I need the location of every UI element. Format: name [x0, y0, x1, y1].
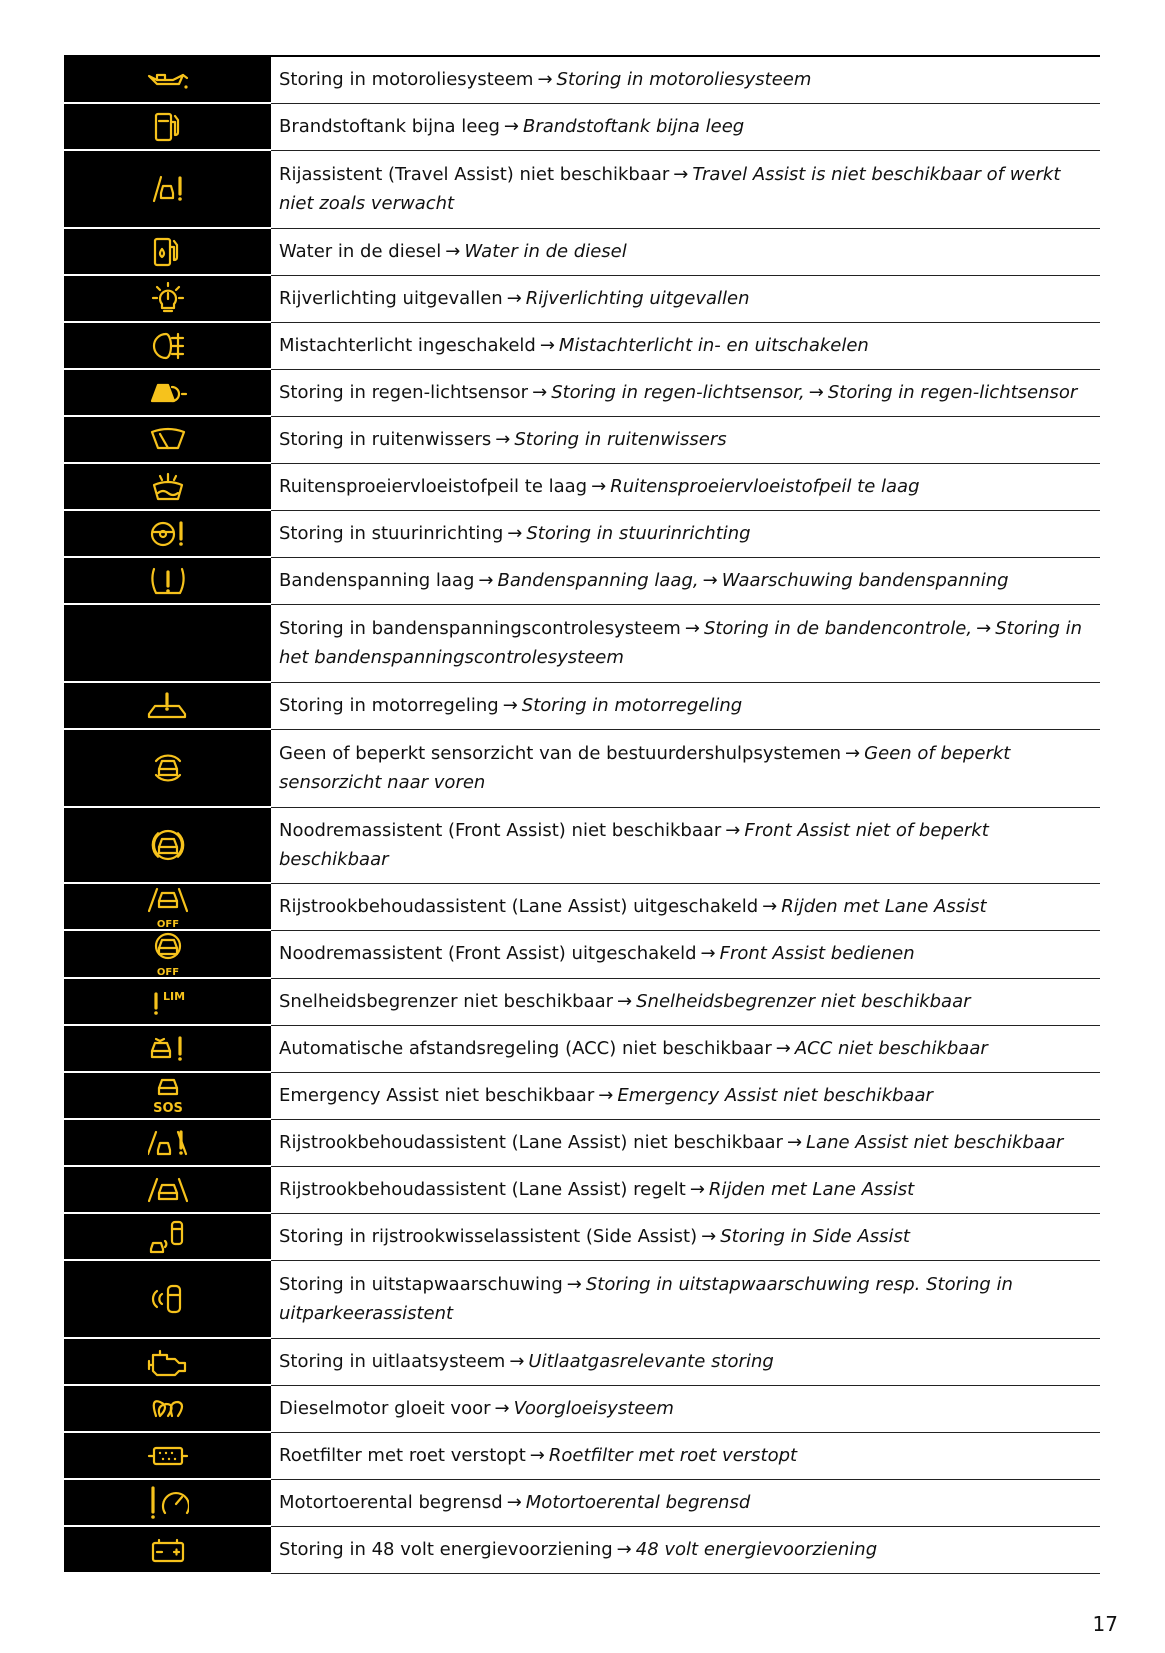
glow-plug-icon — [148, 1396, 188, 1422]
icon-cell — [64, 1120, 271, 1167]
description-label: Noodremassistent (Front Assist) niet beschikbaar — [279, 820, 722, 841]
bulb-failure-icon — [150, 282, 186, 316]
arrow-icon: → — [494, 1398, 510, 1419]
lane-assist-warning-icon — [148, 1128, 188, 1158]
description-cell — [271, 276, 1100, 323]
engine-control-warning-icon — [145, 692, 191, 720]
icon-cell — [64, 808, 271, 884]
rear-fog-light-icon — [150, 330, 186, 362]
cross-reference-link[interactable]: Mistachterlicht in- en uitschakelen — [558, 335, 869, 356]
arrow-icon: → — [478, 570, 494, 591]
description-label: Storing in ruitenwissers — [279, 429, 492, 450]
cross-reference-link[interactable]: Front Assist niet of beperkt beschikbaar — [279, 820, 989, 870]
table-row — [64, 323, 1100, 370]
description-cell — [271, 370, 1100, 417]
description-cell — [271, 605, 1100, 683]
arrow-icon: → — [786, 1132, 803, 1153]
wiper-icon — [148, 426, 188, 454]
icon-cell — [64, 323, 271, 370]
icon-cell — [64, 370, 271, 417]
svg-text:SOS: SOS — [152, 1100, 183, 1116]
icon-cell — [64, 730, 271, 808]
description-label: Bandenspanning laag — [279, 570, 475, 591]
description-cell — [271, 464, 1100, 511]
description-label: Automatische afstandsregeling (ACC) niet beschikbaar — [279, 1038, 772, 1059]
arrow-icon: → — [506, 288, 522, 309]
cross-reference-link[interactable]: Motortoerental begrensd — [525, 1492, 751, 1513]
cross-reference-link[interactable]: Brandstoftank bijna leeg — [522, 116, 745, 137]
cross-reference-link[interactable]: Ruitensproeiervloeistofpeil te laag — [610, 476, 920, 497]
icon-cell — [64, 464, 271, 511]
description-label: Dieselmotor gloeit voor — [279, 1398, 491, 1419]
icon-cell — [64, 276, 271, 323]
rain-light-sensor-icon — [148, 379, 188, 407]
icon-cell — [64, 1433, 271, 1480]
cross-reference-link[interactable]: Bandenspanning laag — [497, 570, 693, 591]
icon-cell — [64, 1261, 271, 1339]
rpm-limit-icon — [147, 1485, 189, 1521]
cross-reference-link[interactable]: Roetfilter met roet verstopt — [548, 1445, 798, 1466]
front-assist-icon — [149, 828, 187, 862]
table-row — [64, 884, 1100, 931]
description-cell — [271, 1214, 1100, 1261]
description-cell — [271, 1480, 1100, 1527]
description-cell — [271, 417, 1100, 464]
description-cell — [271, 1261, 1100, 1339]
table-row — [64, 558, 1100, 605]
icon-cell — [64, 884, 271, 931]
arrow-icon: → — [537, 69, 553, 90]
arrow-icon: → — [684, 618, 700, 639]
oil-pressure-icon — [145, 67, 191, 93]
arrow-icon: → — [700, 943, 716, 964]
water-in-diesel-icon — [151, 235, 185, 269]
side-assist-icon — [148, 1219, 188, 1255]
description-cell — [271, 931, 1100, 979]
icon-cell — [64, 1073, 271, 1120]
icon-cell — [64, 511, 271, 558]
arrow-icon: → — [591, 476, 607, 497]
table-row — [64, 1167, 1100, 1214]
cross-reference-link[interactable]: Emergency Assist niet beschikbaar — [617, 1085, 933, 1106]
cross-reference-link[interactable]: Storing in motorregeling — [521, 695, 743, 716]
table-row — [64, 979, 1100, 1026]
description-cell — [271, 558, 1100, 605]
tire-pressure-icon — [148, 564, 188, 598]
particulate-filter-icon — [146, 1442, 190, 1470]
cross-reference-link[interactable]: 48 volt energievoorziening — [635, 1539, 878, 1560]
description-cell — [271, 808, 1100, 884]
battery-48v-icon — [148, 1535, 188, 1565]
description-cell — [271, 104, 1100, 151]
arrow-icon: → — [506, 1492, 522, 1513]
cross-reference-link[interactable]: Waarschuwing bandenspanning — [721, 570, 1009, 591]
icon-cell — [64, 57, 271, 104]
icon-cell — [64, 979, 271, 1026]
table-row — [64, 370, 1100, 417]
cross-reference-link[interactable]: Storing in Side Assist — [720, 1226, 910, 1247]
icon-cell — [64, 417, 271, 464]
description-cell — [271, 229, 1100, 276]
arrow-icon: → — [701, 1226, 717, 1247]
cross-reference-link[interactable]: Lane Assist niet beschikbaar — [806, 1132, 1064, 1153]
speed-limiter-icon — [148, 986, 188, 1018]
description-label: Mistachterlicht ingeschakeld — [279, 335, 536, 356]
cross-reference-link[interactable]: Front Assist bedienen — [719, 943, 915, 964]
reference-separator: , — [799, 382, 805, 403]
description-label: Storing in motoroliesysteem — [279, 69, 534, 90]
description-label: Rijverlichting uitgevallen — [279, 288, 503, 309]
cross-reference-link[interactable]: Storing in regen-lichtsensor — [551, 382, 800, 403]
table-row — [64, 730, 1100, 808]
table-row — [64, 229, 1100, 276]
description-cell — [271, 683, 1100, 730]
icon-cell — [64, 1214, 271, 1261]
description-label: Rijstrookbehoudassistent (Lane Assist) uitgeschakeld — [279, 896, 759, 917]
arrow-icon: → — [495, 429, 511, 450]
icon-cell — [64, 1480, 271, 1527]
emergency-assist-icon — [148, 1076, 188, 1116]
icon-cell — [64, 683, 271, 730]
cross-reference-link[interactable]: Travel Assist is niet beschikbaar of werkt niet zoals verwacht — [279, 164, 1061, 214]
arrow-icon: → — [502, 695, 518, 716]
engine-check-icon — [145, 1347, 191, 1377]
table-row — [64, 1433, 1100, 1480]
svg-text:OFF: OFF — [156, 918, 179, 929]
description-label: Storing in uitlaatsysteem — [279, 1351, 506, 1372]
description-label: Brandstoftank bijna leeg — [279, 116, 500, 137]
description-cell — [271, 151, 1100, 229]
icon-cell — [64, 1339, 271, 1386]
svg-text:LIM: LIM — [162, 989, 185, 1003]
description-label: Rijassistent (Travel Assist) niet beschikbaar — [279, 164, 670, 185]
icon-cell — [64, 104, 271, 151]
icon-cell — [64, 558, 271, 605]
description-cell — [271, 884, 1100, 931]
arrow-icon: → — [845, 743, 861, 764]
description-cell — [271, 1386, 1100, 1433]
page-number: 17 — [1092, 1612, 1118, 1636]
table-row — [64, 1480, 1100, 1527]
cross-reference-link[interactable]: Voorgloeisysteem — [513, 1398, 674, 1419]
cross-reference-link[interactable]: Storing in het bandenspanningscontrolesysteem — [279, 618, 1083, 668]
cross-reference-link[interactable]: Storing in de bandencontrole — [703, 618, 967, 639]
icon-cell — [64, 1386, 271, 1433]
washer-fluid-icon — [148, 471, 188, 503]
description-label: Emergency Assist niet beschikbaar — [279, 1085, 595, 1106]
description-label: Rijstrookbehoudassistent (Lane Assist) niet beschikbaar — [279, 1132, 783, 1153]
icon-cell — [64, 229, 271, 276]
description-cell — [271, 979, 1100, 1026]
table-row — [64, 931, 1100, 979]
table-row — [64, 104, 1100, 151]
cross-reference-link[interactable]: Rijverlichting uitgevallen — [525, 288, 750, 309]
icon-cell — [64, 1527, 271, 1574]
description-cell — [271, 1073, 1100, 1120]
table-row — [64, 417, 1100, 464]
table-row — [64, 605, 1100, 683]
arrow-icon: → — [702, 570, 718, 591]
cross-reference-link[interactable]: Storing in ruitenwissers — [514, 429, 727, 450]
travel-assist-warning-icon — [148, 173, 188, 205]
exit-warning-icon — [148, 1281, 188, 1317]
arrow-icon: → — [445, 241, 461, 262]
arrow-icon: → — [598, 1085, 614, 1106]
arrow-icon: → — [539, 335, 555, 356]
front-assist-off-icon — [148, 931, 188, 977]
description-label: Water in de diesel — [279, 241, 442, 262]
table-row — [64, 683, 1100, 730]
description-cell — [271, 1120, 1100, 1167]
description-cell — [271, 1527, 1100, 1574]
description-label: Snelheidsbegrenzer niet beschikbaar — [279, 991, 614, 1012]
arrow-icon: → — [775, 1038, 791, 1059]
table-row — [64, 1214, 1100, 1261]
arrow-icon: → — [566, 1274, 582, 1295]
table-row — [64, 1527, 1100, 1574]
table-row — [64, 276, 1100, 323]
arrow-icon: → — [509, 1351, 525, 1372]
cross-reference-link[interactable]: Rijden met Lane Assist — [708, 1179, 915, 1200]
reference-separator: , — [692, 570, 699, 591]
table-row — [64, 1386, 1100, 1433]
description-label: Storing in uitstapwaarschuwing — [279, 1274, 563, 1295]
warning-lights-table — [64, 55, 1100, 1574]
arrow-icon: → — [616, 1539, 632, 1560]
description-label: Ruitensproeiervloeistofpeil te laag — [279, 476, 588, 497]
cross-reference-link[interactable]: Storing in stuurinrichting — [526, 523, 751, 544]
sensor-view-icon — [150, 751, 186, 785]
description-cell — [271, 1433, 1100, 1480]
table-row — [64, 57, 1100, 104]
cross-reference-link[interactable]: Storing in motoroliesysteem — [556, 69, 812, 90]
table-row — [64, 1073, 1100, 1120]
description-label: Geen of beperkt sensorzicht van de bestuurdershulpsystemen — [279, 743, 842, 764]
icon-cell — [64, 1167, 271, 1214]
description-label: Rijstrookbehoudassistent (Lane Assist) regelt — [279, 1179, 686, 1200]
description-label: Roetfilter met roet verstopt — [279, 1445, 526, 1466]
description-label: Noodremassistent (Front Assist) uitgeschakeld — [279, 943, 697, 964]
arrow-icon: → — [617, 991, 633, 1012]
arrow-icon: → — [808, 382, 824, 403]
icon-cell — [64, 605, 271, 683]
steering-warning-icon — [148, 518, 188, 550]
cross-reference-link[interactable]: Water in de diesel — [464, 241, 627, 262]
icon-cell — [64, 931, 271, 979]
cross-reference-link[interactable]: ACC niet beschikbaar — [794, 1038, 988, 1059]
acc-warning-icon — [148, 1033, 188, 1065]
cross-reference-link[interactable]: Snelheidsbegrenzer niet beschikbaar — [636, 991, 971, 1012]
cross-reference-link[interactable]: Storing in uitstapwaarschuwing resp. Storing in uitparkeerassistent — [279, 1274, 1013, 1324]
table-row — [64, 1339, 1100, 1386]
description-cell — [271, 1167, 1100, 1214]
description-cell — [271, 511, 1100, 558]
table-row — [64, 464, 1100, 511]
arrow-icon: → — [507, 523, 523, 544]
description-cell — [271, 57, 1100, 104]
description-cell — [271, 1026, 1100, 1073]
description-cell — [271, 323, 1100, 370]
arrow-icon: → — [725, 820, 741, 841]
cross-reference-link[interactable]: Uitlaatgasrelevante storing — [528, 1351, 774, 1372]
description-label: Storing in bandenspanningscontrolesysteem — [279, 618, 681, 639]
table-row — [64, 151, 1100, 229]
table-row — [64, 808, 1100, 884]
table-row — [64, 1026, 1100, 1073]
arrow-icon: → — [762, 896, 778, 917]
arrow-icon: → — [689, 1179, 705, 1200]
arrow-icon: → — [529, 1445, 545, 1466]
icon-cell — [64, 1026, 271, 1073]
description-label: Motortoerental begrensd — [279, 1492, 503, 1513]
table-row — [64, 1120, 1100, 1167]
arrow-icon: → — [673, 164, 689, 185]
arrow-icon: → — [503, 116, 519, 137]
lane-assist-off-icon — [148, 885, 188, 929]
description-label: Storing in 48 volt energievoorziening — [279, 1539, 613, 1560]
cross-reference-link[interactable]: Rijden met Lane Assist — [781, 896, 987, 917]
description-cell — [271, 1339, 1100, 1386]
description-label: Storing in motorregeling — [279, 695, 499, 716]
lane-assist-icon — [148, 1175, 188, 1205]
reference-separator: , — [966, 618, 973, 639]
fuel-pump-icon — [151, 110, 185, 144]
description-cell — [271, 730, 1100, 808]
table-row — [64, 511, 1100, 558]
cross-reference-link[interactable]: Storing in regen-lichtsensor — [827, 382, 1078, 403]
cross-reference-link[interactable]: Geen of beperkt sensorzicht naar voren — [279, 743, 1011, 793]
arrow-icon: → — [532, 382, 548, 403]
description-label: Storing in rijstrookwisselassistent (Side Assist) — [279, 1226, 698, 1247]
description-label: Storing in stuurinrichting — [279, 523, 504, 544]
icon-cell — [64, 151, 271, 229]
description-label: Storing in regen-lichtsensor — [279, 382, 529, 403]
table-row — [64, 1261, 1100, 1339]
arrow-icon: → — [976, 618, 992, 639]
svg-text:OFF: OFF — [156, 967, 179, 977]
